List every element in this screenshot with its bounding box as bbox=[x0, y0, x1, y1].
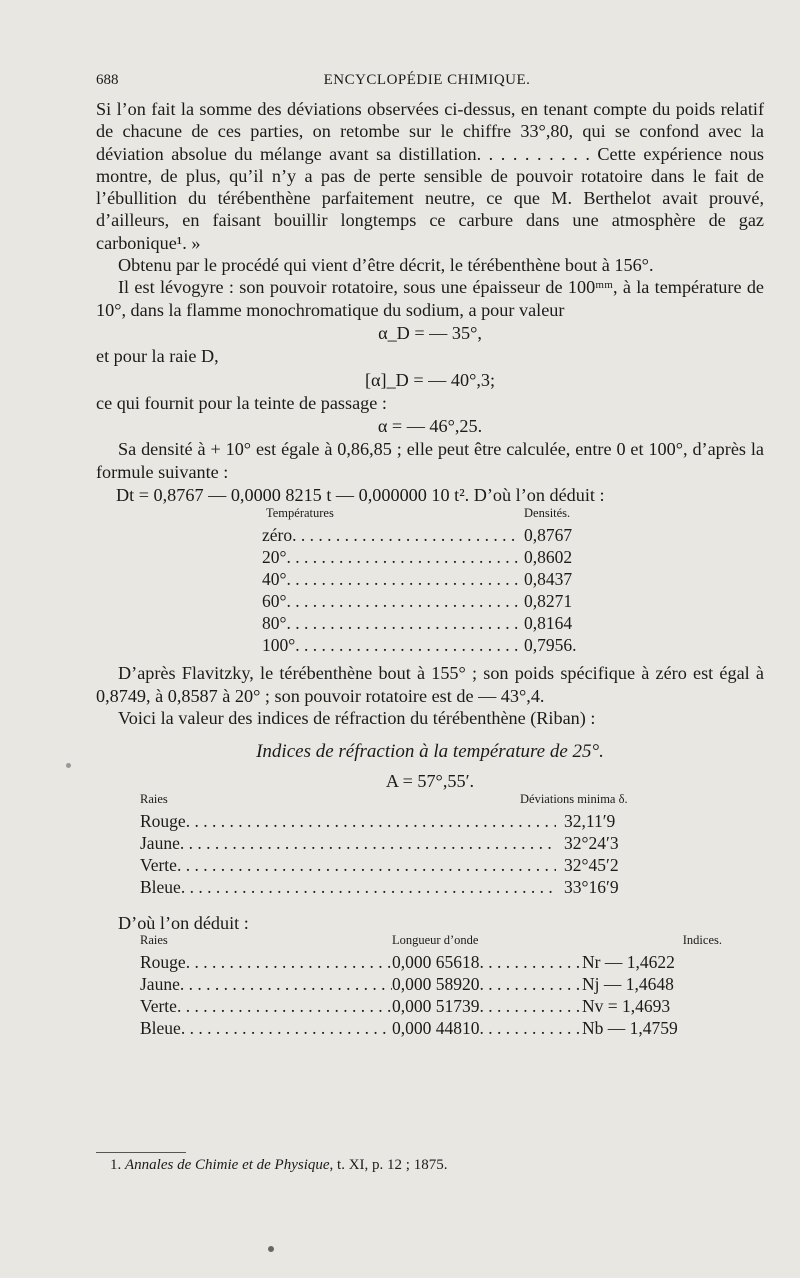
density-cell: 0,8271 bbox=[524, 591, 573, 612]
index-cell: Nb — 1,4759 bbox=[582, 1018, 678, 1039]
ink-spot bbox=[268, 1246, 274, 1252]
formula-alpha-d: α_D = — 35°, bbox=[378, 322, 482, 343]
table-row bbox=[140, 810, 670, 832]
paragraph: et pour la raie D, bbox=[96, 346, 219, 367]
density-cell: 0,8767 bbox=[524, 525, 573, 546]
formula-density: Dt = 0,8767 — 0,0000 8215 t — 0,000000 10 t². D’où l’on déduit : bbox=[116, 485, 605, 506]
ray-cell: Verte bbox=[140, 996, 177, 1017]
leader-dots bbox=[480, 995, 583, 1017]
leader-dots bbox=[186, 810, 556, 832]
wavelength-cell: 0,000 58920 bbox=[392, 974, 480, 995]
leader-dots bbox=[480, 973, 583, 995]
deviation-cell: 32°45′2 bbox=[564, 854, 619, 875]
leader-dots bbox=[186, 951, 392, 973]
deviation-cell: 32°24′3 bbox=[564, 832, 619, 853]
temperature-cell: 100° bbox=[262, 635, 296, 656]
leader-dots bbox=[180, 973, 392, 995]
paragraph: Sa densité à + 10° est égale à 0,86,85 ; elle peut être calculée, entre 0 et 100°, d’après la formule suivante : bbox=[96, 439, 764, 482]
ray-cell: Rouge bbox=[140, 952, 186, 973]
column-header-density: Densités. bbox=[524, 506, 571, 521]
temperature-cell: 60° bbox=[262, 591, 287, 612]
paragraph: D’après Flavitzky, le térébenthène bout à 155° ; son poids spécifique à zéro est égal à 0,8749, à 0,8587 à 20° ; son pouvoir rotatoire est de — 43°,4. bbox=[96, 663, 764, 706]
ray-cell: Jaune bbox=[140, 832, 180, 853]
formula-passage-tint: α = — 46°,25. bbox=[377, 416, 483, 437]
wavelength-cell: 0,000 51739 bbox=[392, 996, 480, 1017]
density-cell: 0,8602 bbox=[524, 547, 573, 568]
footnote-rule bbox=[96, 1152, 186, 1153]
ray-cell: Bleue bbox=[140, 1018, 181, 1039]
formula-prism-angle: A = 57°,55′. bbox=[385, 770, 475, 791]
table-row bbox=[140, 1017, 722, 1039]
table-row bbox=[262, 634, 602, 656]
column-header-rays: Raies bbox=[140, 791, 168, 806]
leader-dots bbox=[287, 568, 519, 590]
leader-dots bbox=[177, 995, 392, 1017]
deviation-table bbox=[140, 793, 670, 898]
index-cell: Nr — 1,4622 bbox=[582, 952, 675, 973]
temperature-cell: 40° bbox=[262, 569, 287, 590]
wavelength-cell: 0,000 65618 bbox=[392, 952, 480, 973]
table-header bbox=[140, 934, 722, 951]
table-row bbox=[262, 590, 602, 612]
footnote-number: 1. bbox=[110, 1157, 122, 1173]
table-row bbox=[262, 612, 602, 634]
ray-cell: Bleue bbox=[140, 876, 181, 897]
table-row bbox=[140, 951, 722, 973]
table-row bbox=[140, 973, 722, 995]
section-title: Indices de réfraction à la température de 25°. bbox=[256, 741, 604, 763]
paragraph: D’où l’on déduit : bbox=[118, 912, 249, 933]
ray-cell: Verte bbox=[140, 854, 177, 875]
ray-cell: Rouge bbox=[140, 810, 186, 831]
index-cell: Nv = 1,4693 bbox=[582, 996, 671, 1017]
table-row bbox=[262, 546, 602, 568]
temperature-cell: 20° bbox=[262, 547, 287, 568]
page-number: 688 bbox=[96, 72, 119, 88]
density-cell: 0,8437 bbox=[524, 569, 573, 590]
refraction-index-table bbox=[140, 934, 722, 1039]
table-header bbox=[262, 507, 602, 524]
footnote bbox=[110, 1157, 447, 1174]
leader-dots bbox=[292, 524, 518, 546]
paragraph: ce qui fournit pour la teinte de passage : bbox=[96, 392, 387, 413]
leader-dots bbox=[287, 612, 519, 634]
table-row bbox=[262, 568, 602, 590]
paragraph: Voici la valeur des indices de réfraction du térébenthène (Riban) : bbox=[118, 707, 596, 728]
footnote-source: Annales de Chimie et de Physique bbox=[125, 1157, 330, 1173]
table-row bbox=[140, 995, 722, 1017]
leader-dots bbox=[480, 1017, 583, 1039]
column-header-deviation: Déviations minima δ. bbox=[520, 791, 628, 806]
density-cell: 0,8164 bbox=[524, 613, 573, 634]
column-header-indices: Indices. bbox=[682, 932, 722, 947]
column-header-rays: Raies bbox=[140, 932, 168, 947]
leader-dots bbox=[177, 854, 556, 876]
wavelength-cell: 0,000 44810 bbox=[392, 1018, 480, 1039]
leader-dots bbox=[181, 1017, 392, 1039]
density-cell: 0,7956. bbox=[524, 635, 577, 656]
column-header-wavelength: Longueur d’onde bbox=[392, 932, 479, 947]
paragraph: Il est lévogyre : son pouvoir rotatoire, sous une épaisseur de 100ᵐᵐ, à la température de 10°, dans la flamme monochromatique du sodium, a pour valeur bbox=[96, 277, 764, 320]
temperature-cell: 80° bbox=[262, 613, 287, 634]
paragraph: Si l’on fait la somme des déviations observées ci-dessus, en tenant compte du poids relatif de chacune de ces parties, on retombe sur le chiffre 33°,80, qui se confond avec la déviation absolue du mélange avant sa distillation. . . . . . . . . . Cette expérience nous montre, de plus, qu’il n’y a pas de perte sensible de pouvoir rotatoire dans le fait de l’ébullition du térébenthène parfaitement neutre, ce que M. Berthelot avait prouvé, d’ailleurs, en faisant bouillir longtemps ce carbure dans une atmosphère de gaz carbonique¹. » bbox=[96, 99, 764, 253]
density-table bbox=[262, 507, 602, 656]
footnote-reference: , t. XI, p. 12 ; 1875. bbox=[329, 1157, 448, 1173]
table-row bbox=[140, 854, 670, 876]
formula-specific-rotation: [α]_D = — 40°,3; bbox=[364, 369, 496, 390]
deviation-cell: 33°16′9 bbox=[564, 876, 619, 897]
body-text bbox=[96, 98, 764, 1039]
paragraph: Obtenu par le procédé qui vient d’être décrit, le térébenthène bout à 156°. bbox=[118, 255, 654, 276]
table-header bbox=[140, 793, 670, 810]
deviation-cell: 32,11′9 bbox=[564, 810, 616, 831]
leader-dots bbox=[181, 876, 556, 898]
leader-dots bbox=[480, 951, 583, 973]
leader-dots bbox=[180, 832, 556, 854]
ink-spot bbox=[66, 763, 71, 768]
column-header-temperature: Températures bbox=[266, 506, 334, 521]
table-row bbox=[140, 832, 670, 854]
running-title: ENCYCLOPÉDIE CHIMIQUE. bbox=[323, 72, 531, 88]
table-row bbox=[262, 524, 602, 546]
leader-dots bbox=[287, 546, 519, 568]
leader-dots bbox=[287, 590, 519, 612]
leader-dots bbox=[295, 634, 518, 656]
index-cell: Nj — 1,4648 bbox=[582, 974, 674, 995]
ray-cell: Jaune bbox=[140, 974, 180, 995]
temperature-cell: zéro bbox=[262, 525, 293, 546]
table-row bbox=[140, 876, 670, 898]
